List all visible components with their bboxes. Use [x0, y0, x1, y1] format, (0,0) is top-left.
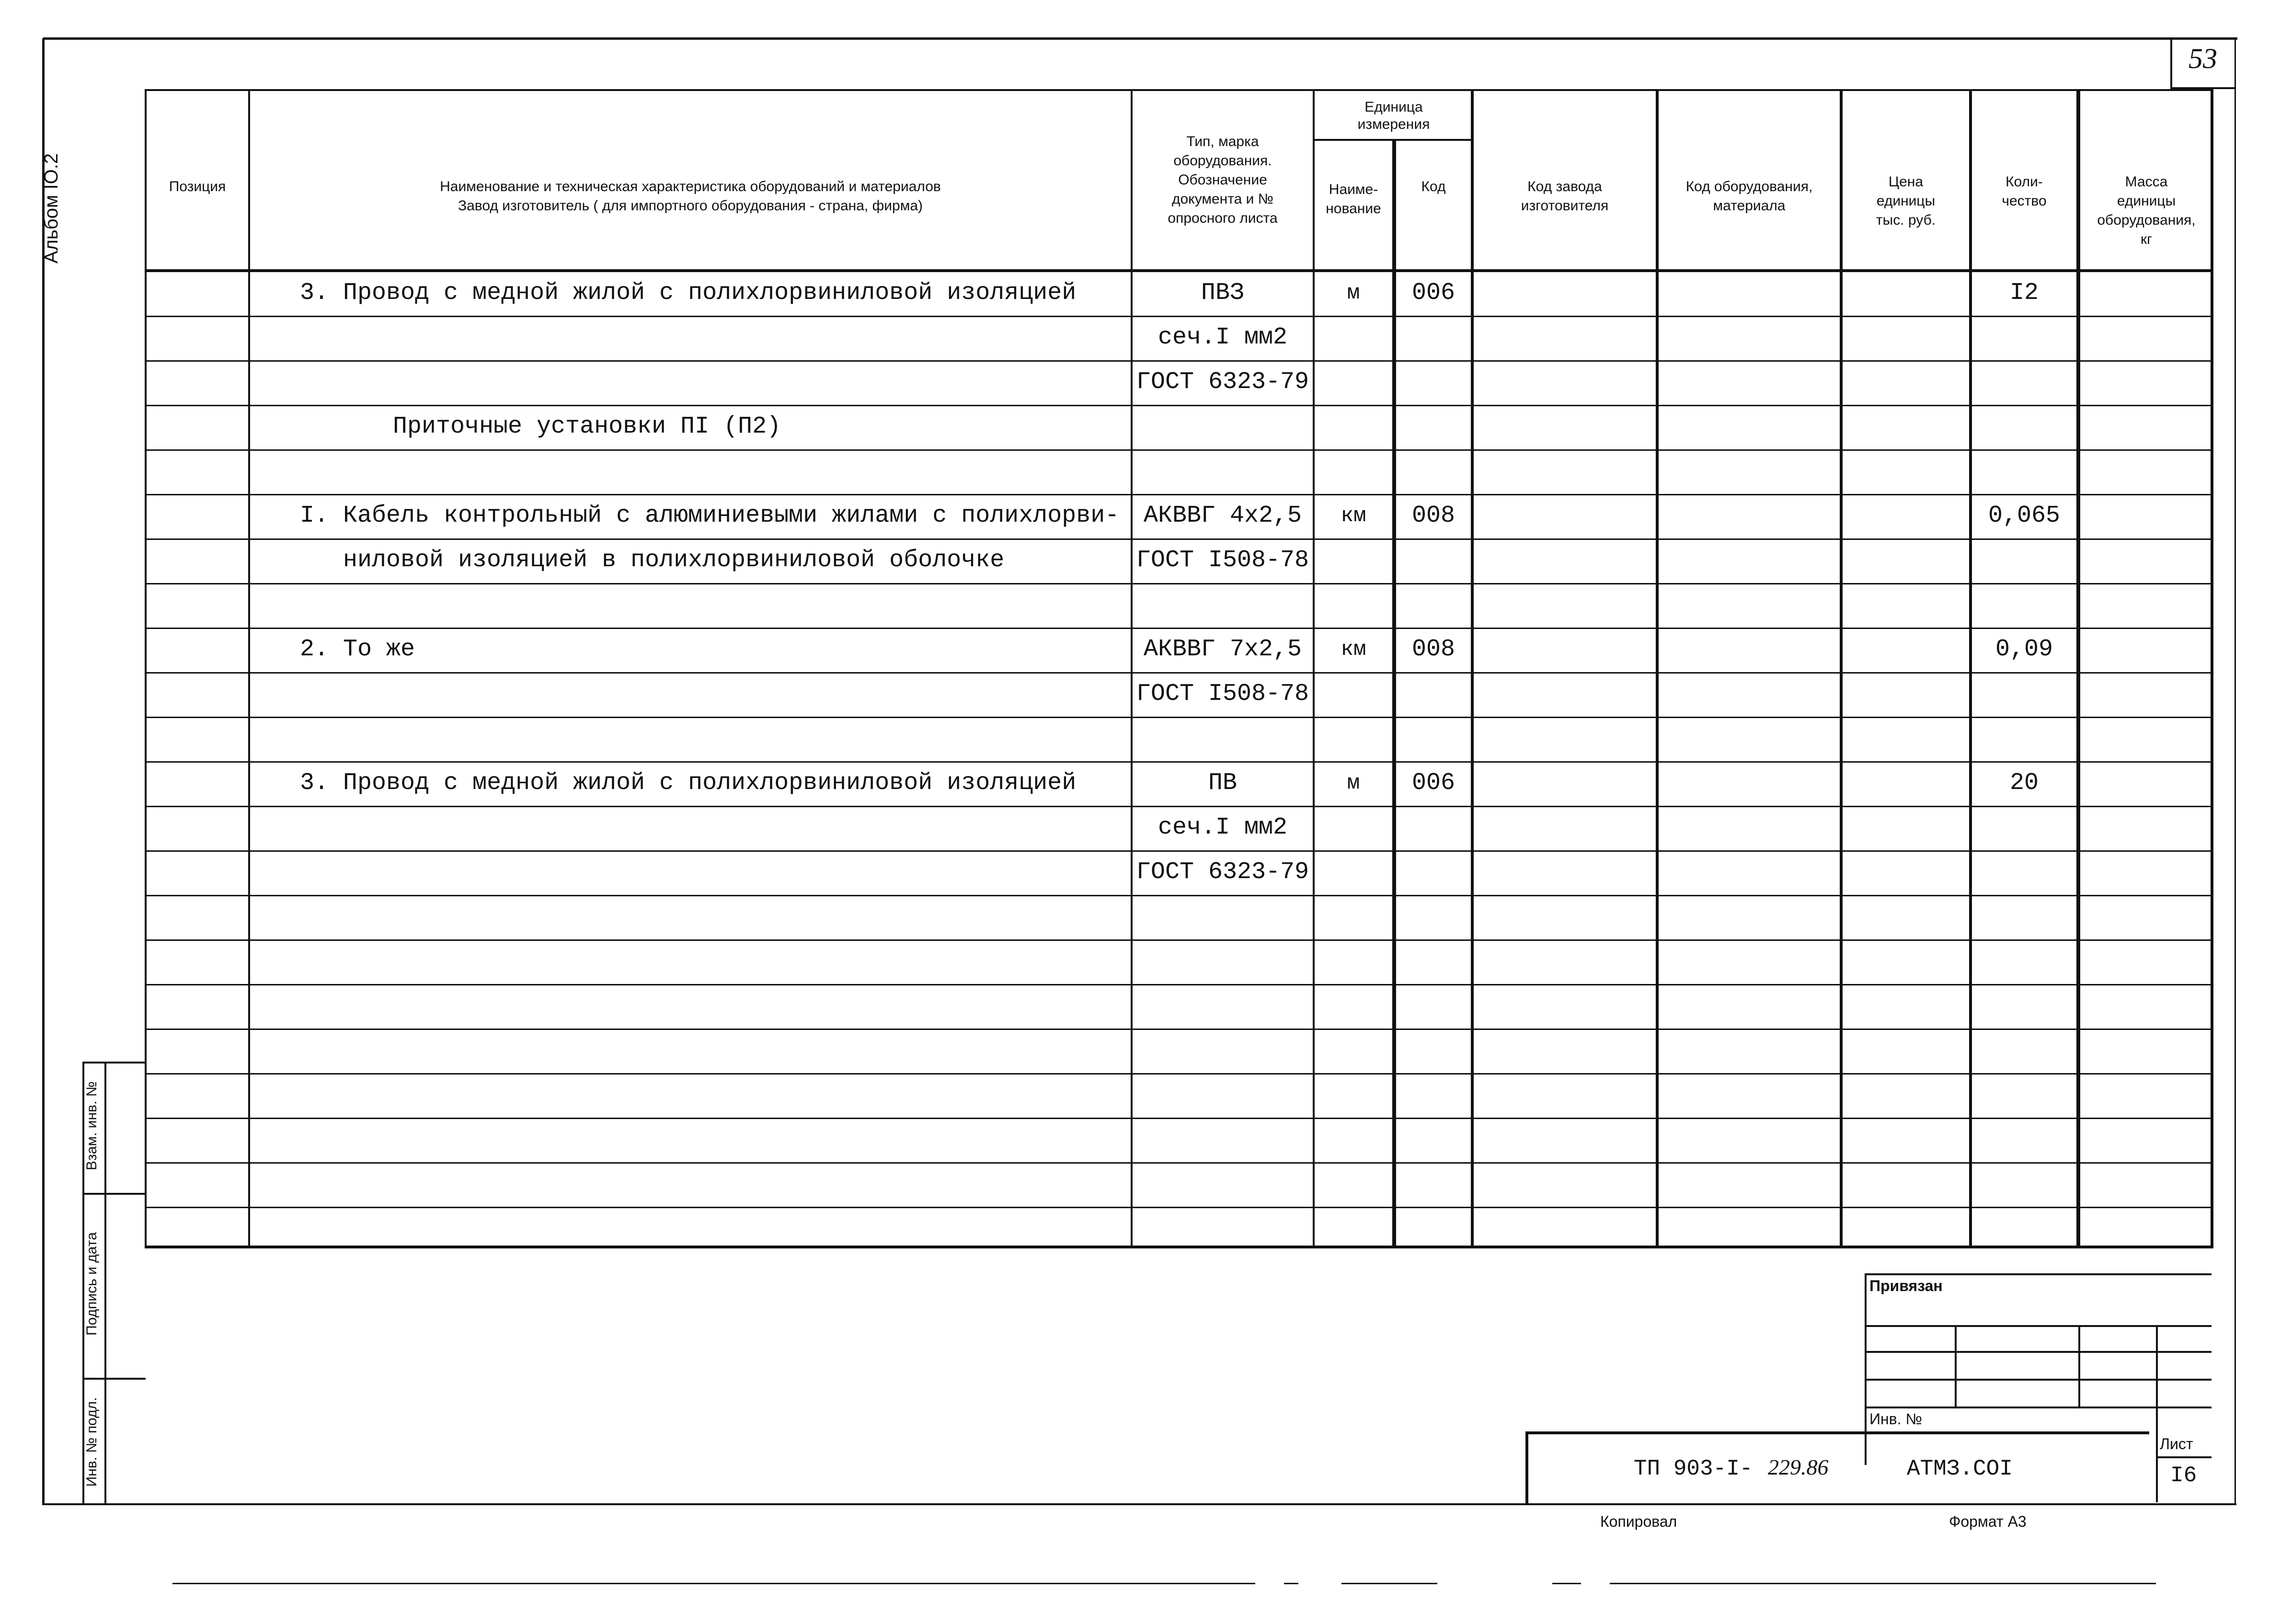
col-line-4	[1392, 139, 1396, 1247]
row-line	[145, 316, 2213, 317]
row-line	[145, 672, 2213, 674]
tb-top	[1865, 1273, 2212, 1275]
cell-code: 008	[1411, 502, 1455, 529]
cell-type: ГОСТ I508-78	[1136, 547, 1309, 574]
cell-unit: км	[1341, 504, 1366, 528]
cell-name: ниловой изоляцией в полихлорвиниловой оболочке	[343, 547, 1005, 574]
tb-line-2	[1865, 1351, 2212, 1353]
row-line	[145, 1029, 2213, 1030]
album-label: Альбом IO.2	[41, 153, 62, 264]
cell-type: ГОСТ 6323-79	[1136, 368, 1309, 396]
row-line	[145, 1162, 2213, 1164]
row-line	[145, 360, 2213, 362]
header-unit-code: Код	[1421, 179, 1446, 194]
header-plant-code: Код завода изготовителя	[1521, 179, 1609, 214]
header-top	[145, 89, 2213, 91]
cell-qty: 0,065	[1988, 502, 2061, 529]
tb-col-1	[1955, 1325, 1957, 1407]
tb-kopiroval: Копировал	[1600, 1513, 1677, 1530]
cell-name: Приточные установки ПI (П2)	[393, 413, 781, 440]
tb-doc-code: ТП 903-I-	[1634, 1456, 1753, 1481]
tb-privyazan: Привязан	[1869, 1277, 1943, 1294]
tb-sheet: I6	[2170, 1463, 2197, 1488]
row-line	[145, 1207, 2213, 1208]
row-line	[145, 494, 2213, 495]
row-line	[145, 449, 2213, 451]
cell-type: ПВЗ	[1201, 279, 1244, 307]
row-line	[145, 939, 2213, 941]
row-line	[145, 405, 2213, 406]
cell-name: I. Кабель контрольный с алюминиевыми жилами с полихлорви-	[300, 502, 1120, 529]
cell-qty: I2	[2009, 279, 2039, 307]
stamp-vzam: Взам. инв. №	[84, 1081, 100, 1170]
table-bottom	[145, 1246, 2213, 1248]
tb-left	[1865, 1273, 1867, 1465]
row-line	[145, 895, 2213, 896]
cell-type: ГОСТ 6323-79	[1136, 858, 1309, 886]
cell-type: сеч.I мм2	[1157, 814, 1288, 841]
header-price: Цена единицы тыс. руб.	[1876, 174, 1936, 228]
tb-inv-no: Инв. №	[1869, 1410, 1922, 1428]
row-line	[145, 806, 2213, 807]
frame-bottom	[42, 1503, 2236, 1505]
cell-unit: м	[1347, 771, 1360, 795]
cell-code: 008	[1411, 636, 1455, 663]
stamp-mid	[104, 1062, 106, 1504]
cell-unit: м	[1347, 281, 1360, 305]
tb-list-label: Лист	[2160, 1435, 2193, 1452]
header-position: Позиция	[169, 179, 226, 194]
tb-doc-suffix: АТМЗ.СОI	[1907, 1456, 2013, 1481]
header-unit-name: Наиме- нование	[1326, 182, 1381, 217]
header-name: Наименование и техническая характеристика оборудований и материалов Завод изготовитель ( для импортного оборудования - страна, фирма)	[440, 179, 941, 214]
row-line	[145, 1118, 2213, 1119]
header-type: Тип, марка оборудования. Обозначение документа и № опросного листа	[1168, 134, 1278, 226]
cell-qty: 0,09	[1995, 636, 2053, 663]
tb-stamp-top	[1526, 1431, 2149, 1434]
cell-type: ПВ	[1208, 769, 1237, 797]
cell-code: 006	[1411, 279, 1455, 307]
cell-name: 3. Провод с медной жилой с полихлорвиниловой изоляцией	[300, 769, 1077, 797]
frame-right	[2235, 38, 2236, 1504]
bottom-dash-4	[1552, 1583, 1581, 1584]
header-bottom	[145, 269, 2213, 272]
row-line	[145, 1073, 2213, 1075]
row-line	[145, 628, 2213, 629]
cell-qty: 20	[2009, 769, 2039, 797]
tb-line-4	[1865, 1407, 2212, 1408]
row-line	[145, 761, 2213, 763]
tb-doc-num: 229.86	[1768, 1455, 1829, 1479]
tb-stamp-left	[1525, 1431, 1528, 1504]
frame-top	[43, 37, 2237, 40]
row-line	[145, 984, 2213, 985]
stamp-top	[82, 1062, 146, 1064]
row-line	[145, 538, 2213, 540]
header-mass: Масса единицы оборудования, кг	[2097, 174, 2196, 247]
sheet-number: 53	[2189, 43, 2217, 74]
tb-format: Формат А3	[1949, 1513, 2027, 1530]
cell-type: сеч.I мм2	[1157, 324, 1288, 351]
bottom-dash-1	[172, 1583, 1255, 1584]
tb-col-2	[2078, 1325, 2080, 1407]
cell-type: АКВВГ 4х2,5	[1143, 502, 1302, 529]
stamp-podpis: Подпись и дата	[84, 1232, 100, 1336]
tb-line-1	[1865, 1325, 2212, 1327]
header-qty: Коли- чество	[2002, 174, 2047, 209]
row-line	[145, 583, 2213, 584]
header-unit: Единица измерения	[1357, 99, 1430, 132]
tb-line-3	[1865, 1379, 2212, 1381]
cell-type: АКВВГ 7х2,5	[1143, 636, 1302, 663]
cell-unit: км	[1341, 638, 1366, 662]
cell-name: 3. Провод с медной жилой с полихлорвиниловой изоляцией	[300, 279, 1077, 307]
stamp-line-1	[82, 1193, 146, 1195]
bottom-dash-3	[1341, 1583, 1437, 1584]
cell-name: 2. То же	[300, 636, 415, 663]
unit-divider	[1313, 139, 1474, 141]
cell-type: ГОСТ I508-78	[1136, 680, 1309, 708]
bottom-dash-2	[1284, 1583, 1298, 1584]
tb-col-3	[2156, 1325, 2158, 1502]
cell-code: 006	[1411, 769, 1455, 797]
row-line	[145, 717, 2213, 718]
stamp-inv: Инв. № подл.	[84, 1397, 100, 1487]
header-equip-code: Код оборудования, материала	[1685, 179, 1813, 214]
tb-list-line	[2156, 1456, 2212, 1458]
bottom-dash-5	[1610, 1583, 2156, 1584]
row-line	[145, 850, 2213, 852]
